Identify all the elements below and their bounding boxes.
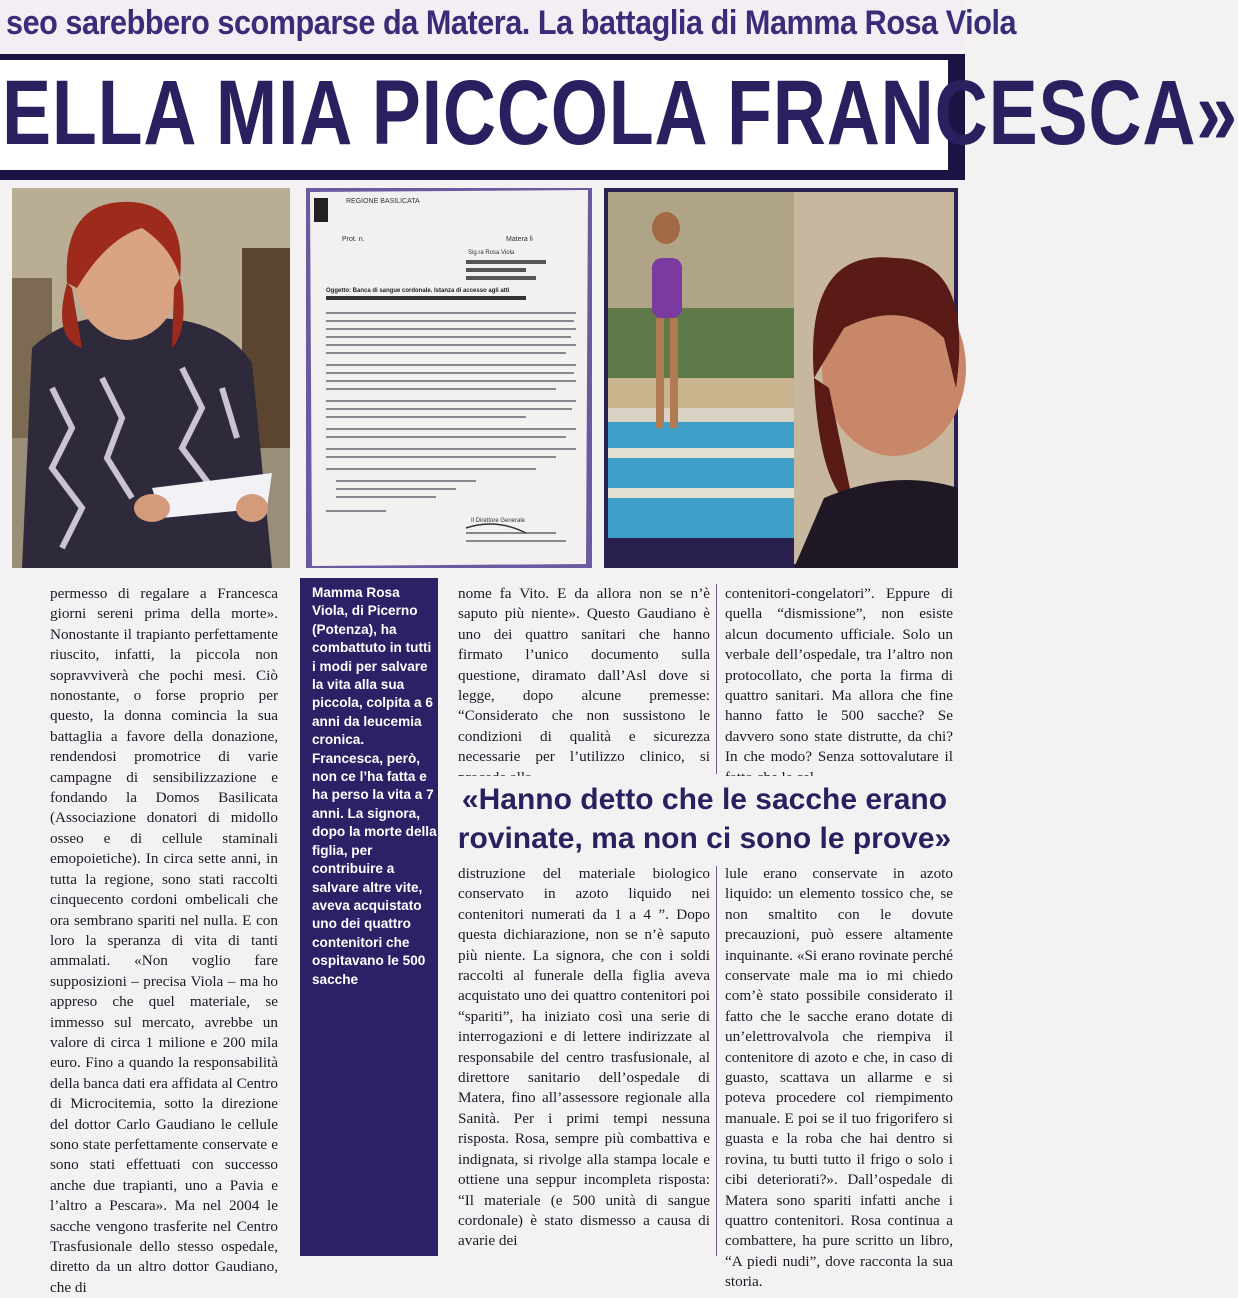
article-column-4-bottom [725,864,953,1293]
column-3-bottom-text: distruzione del materiale biologico conservato in azoto liquido nei contenitori numerati da 1 a 4 ”. Dopo questa dichiarazione, non se n’è saputo più niente. La signora, che con i soldi raccolti al funerale della figlia aveva acquistato uno dei quattro contenitori poi “spariti”, ha iniziato così una serie di interrogazioni e di lettere indirizzate al responsabile del centro trasfusionale, al direttore sanitario dell’ospedale di Matera, fino all’assessore regionale alla Sanità. Per i primi tempi nessuna risposta. Rosa, sempre più combattiva e indignata, si rivolge alla stampa locale e ottiene una seppur incompleta risposta: “Il materiale (e 500 unità di sangue cordonale) è stato dismesso a causa di avarie dei [458,865,710,1250]
article-column-3-bottom [458,864,710,1252]
doc-region: REGIONE BASILICATA [346,198,420,205]
photo-document-image [306,188,592,568]
article-column-3-top [458,584,710,788]
page-title: ELLA MIA PICCOLA FRANCESCA» [2,62,1238,164]
photo-woman-reading [12,188,290,568]
column-3-top-text: nome fa Vito. E da allora non se n’è saputo più niente». Questo Gaudiano è uno dei quattro sanitari che hanno firmato l’unico documento sulla questione, diramato dall’Asl dove si legge, dopo alcune premesse: “Considerato che non sussistono le condizioni di qualità e sicurezza necessarie per l’utilizzo clinico, si [458,585,710,766]
pullquote: «Hanno detto che le sacche erano rovinate, ma non ci sono le prove» [457,783,952,855]
doc-signature: Il Direttore Generale [471,518,526,524]
photo-woman-reading-image [12,188,290,568]
column-divider-bottom [716,866,717,1256]
column-divider [716,584,717,774]
column-4-bottom-text: lule erano conservate in azoto liquido: un elemento tossico che, se non smaltito con le dovute precauzioni, può essere altamente inquinante. «Si erano rovinate perché conservate male ma io mi chiedo com’è stato possibile considerato il fatto che le sacche erano dotate di un’elettrovalvola che riempiva il contenitore di azoto e che, in caso di guasto, scattava un allarme e si poteva procedere col riempimento manuale. E poi se il tuo frigorifero si guasta e la roba che hai dentro si rovina, tu butti tutto il frigo o solo i cibi deteriorati?». Dall’ospedale di Matera sono spariti infatti anche i quattro contenitori. Rosa continua a combattere, ha pure scritto un libro, “A piedi nudi”, dove racconta la sua storia. [725,865,953,1291]
doc-date: Matera li [506,236,533,243]
photo-official-document [306,188,592,568]
article-column-1 [50,584,278,1298]
kicker-headline: seo sarebbero scomparse da Matera. La battaglia di Mamma Rosa Viola [6,4,1017,42]
caption-text: Mamma Rosa Viola, di Picerno (Potenza), ha combattuto in tutti i modi per salvare la vita alla sua piccola, colpita a 6 anni da leucemia cronica. Francesca, però, non ce l’ha fatta e ha perso la vita a 7 anni. La signora, dopo la morte della figlia, per contribuire a salvare altre vite, aveva acquistato uno dei quattro contenitori che ospitavano le 500 sacche [312,585,437,987]
column-1-text: permesso di regalare a Francesca giorni sereni prima della morte». Nonostante il trapianto perfettamente riuscito, infatti, la piccola non sopravviverà che pochi mesi. Ciò nonostante, o forse proprio per questo, la donna comincia la sua battaglia a favore della donazione, rendendosi promotrice di varie campagne di sensibilizzazione e fondando la Domos Basilicata (Associazione donatori di midollo osseo e di cellule staminali emopoietiche). In circa sette anni, in tutta la regione, sono stati raccolti cinquecento cordoni ombelicali che ora sembrano spariti nel nulla. E con loro la speranza di vita di tanti ammalati. «Non voglio fare supposizioni – precisa Viola – ma ho appreso che quel materiale, se immesso sul mercato, avrebbe un valore di circa 1 milione e 200 mila euro. Fino a quando la responsabilità della banca dati era affidata al Centro di Microcitemia, sotto la direzione del dottor Carlo Gaudiano le cellule sono state perfettamente conservate e sono stati effettuati con successo anche due trapianti, uno a Pavia e l’altro a Pescara». Ma nel 2004 le sacche vengono trasferite nel Centro Trasfusionale dello stesso ospedale, diretto da un altro dottor Gaudiano, che di [50,585,278,1296]
doc-prot: Prot. n. [342,236,365,243]
photo-girl-and-mother-image [604,188,958,568]
doc-subject: Oggetto: Banca di sangue cordonale. Istanza di accesso agli atti [326,288,510,294]
article-column-4-top [725,584,953,788]
doc-addressee: Sig.ra Rosa Viola [468,250,515,256]
photo-girl-and-mother [604,188,958,568]
column-4-top-text: contenitori-congelatori”. Eppure di quella “dismissione”, non esiste alcun documento ufficiale. Solo un verbale dell’ospedale, tra l’altro non protocollato, che porta la firma di quattro sanitari. Ma allora che fine hanno fatto le 500 sacche? Se davvero sono state distrutte, da chi? In che modo? Senza sottovalutare il [725,585,953,766]
